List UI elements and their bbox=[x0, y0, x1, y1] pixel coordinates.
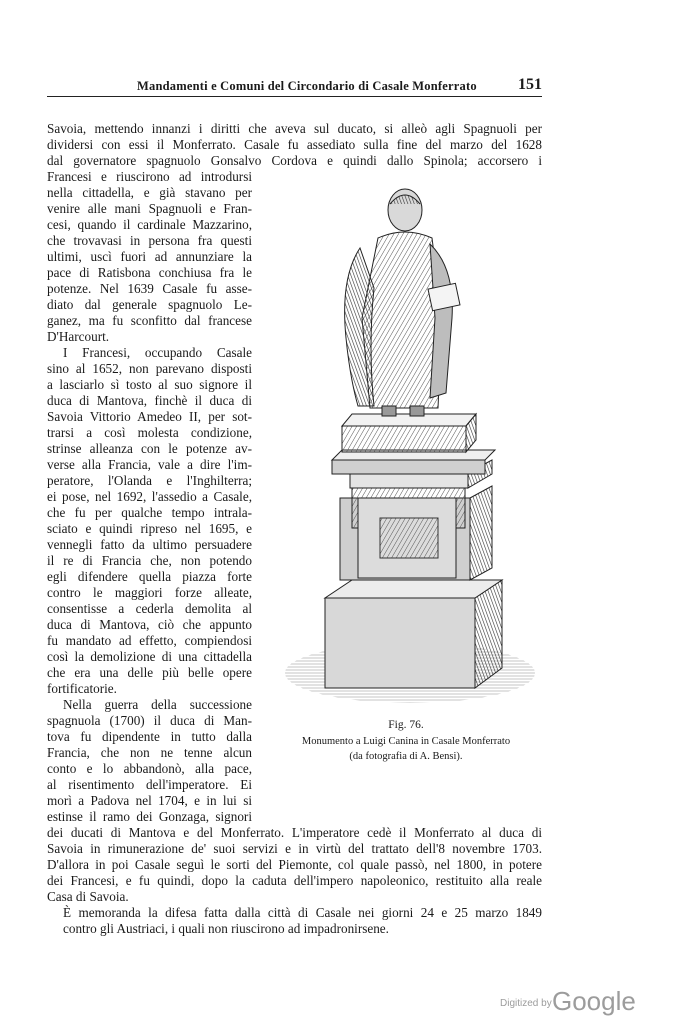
column-line: che era una delle più belle opere bbox=[47, 665, 252, 680]
column-line: venire alle mani Spagnuoli e Fran- bbox=[47, 201, 252, 216]
column-line: morì a Padova nel 1704, e in lui si bbox=[47, 793, 252, 808]
figure-credit: (da fotografia di A. Bensi). bbox=[349, 751, 463, 762]
column-line: al risentimento dell'imperatore. Ei bbox=[47, 777, 252, 792]
google-watermark bbox=[500, 986, 650, 1022]
figure-caption: Monumento a Luigi Canina in Casale Monferrato bbox=[301, 736, 511, 747]
column-line: fu mandato ad effetto, compiendosi bbox=[47, 633, 252, 648]
column-line: ei pose, nel 1692, l'assedio a Casale, bbox=[47, 489, 252, 504]
column-line: consentisse a cederla demolita al bbox=[47, 601, 252, 616]
body-line: dei Francesi, e fu quindi, dopo la caduta dell'impero napoleonico, restituito alla reale bbox=[47, 873, 542, 888]
column-line: trarsi a così molesta condizione, bbox=[47, 425, 252, 440]
running-title: Mandamenti e Comuni del Circondario di Casale Monferrato bbox=[137, 79, 477, 93]
column-line: D'Harcourt. bbox=[47, 329, 110, 344]
column-line: duca di Mantova, finchè il duca di bbox=[47, 393, 252, 408]
column-line: contro le maggiori forze alleate, bbox=[47, 585, 252, 600]
column-line: così la demolizione di una cittadella bbox=[47, 649, 252, 664]
column-line: conto e lo abbandonò, alla pace, bbox=[47, 761, 252, 776]
column-line: a lasciarlo sì tosto al suo signore il bbox=[47, 377, 252, 392]
column-line: duca di Mantova, ciò che appunto bbox=[47, 617, 252, 632]
column-line: che fu per qualche tempo intrala- bbox=[47, 505, 252, 520]
column-line: che trovavasi in persona fra questi bbox=[47, 233, 252, 248]
body-line: Savoia in rimunerazione de' suoi servizi e in virtù del trattato dell'8 novembre 1703. bbox=[47, 841, 542, 856]
column-line: sino al 1652, non parevano disposti bbox=[47, 361, 252, 376]
watermark-brand: Google bbox=[552, 986, 636, 1016]
column-line: verse alla Francia, vale a dire l'im- bbox=[47, 457, 252, 472]
column-line: fortificatorie. bbox=[47, 681, 117, 696]
column-line: potenze. Nel 1639 Casale fu asse- bbox=[47, 281, 252, 296]
page-number: 151 bbox=[518, 76, 542, 93]
column-line: diato dal generale spagnuolo Le- bbox=[47, 297, 252, 312]
watermark-prefix: Digitized by bbox=[500, 998, 552, 1009]
column-line: nella cittadella, e già stavano per bbox=[47, 185, 252, 200]
body-line: dei ducati di Mantova e del Monferrato. L'imperatore cedè il Monferrato al duca di bbox=[47, 825, 542, 840]
body-line: D'allora in poi Casale seguì le sorti del Piemonte, col quale passò, nel 1800, in potere bbox=[47, 857, 542, 872]
column-line: tova fu dipendente in tutto dalla bbox=[47, 729, 252, 744]
column-line: pace di Ratisbona conchiusa fra le bbox=[47, 265, 252, 280]
column-line: peratore, l'Olanda e l'Inghilterra; bbox=[47, 473, 252, 488]
monument-engraving bbox=[270, 168, 542, 708]
body-line: dividersi con essi il Monferrato. Casale fu assediato sulla fine del marzo del 1628 bbox=[47, 137, 542, 152]
column-line: sciato e quindi ripreso nel 1695, e bbox=[47, 521, 252, 536]
figure-number: Fig. 76. bbox=[388, 719, 424, 731]
column-line: cesi, quando il cardinale Mazzarino, bbox=[47, 217, 252, 232]
column-line: egli difendere quella piazza forte bbox=[47, 569, 252, 584]
column-line: strinse alleanza con le potenze av- bbox=[47, 441, 252, 456]
column-line: vennegli fatto da ultimo persuadere bbox=[47, 537, 252, 552]
column-line: Nella guerra della successione bbox=[63, 697, 252, 712]
column-line: I Francesi, occupando Casale bbox=[63, 345, 252, 360]
column-line: ultimi, uscì fuori ad annunziare la bbox=[47, 249, 252, 264]
header-rule bbox=[47, 96, 542, 97]
column-line: Francesi e riuscirono ad introdursi bbox=[47, 169, 252, 184]
running-header bbox=[47, 76, 542, 98]
body-line: Casa di Savoia. bbox=[47, 889, 129, 904]
column-line: estinse il ramo dei Gonzaga, signori bbox=[47, 809, 252, 824]
column-line: spagnuola (1700) il duca di Man- bbox=[47, 713, 252, 728]
column-line: il re di Francia che, non potendo bbox=[47, 553, 252, 568]
body-line: contro gli Austriaci, i quali non riuscirono ad impadronirsene. bbox=[63, 921, 389, 936]
body-line: Savoia, mettendo innanzi i diritti che aveva sul ducato, si alleò agli Spagnuoli per bbox=[47, 121, 542, 136]
body-line: dal governatore spagnuolo Gonsalvo Cordova e quindi dallo Spinola; accorsero i bbox=[47, 153, 542, 168]
column-line: ganez, ma fu sconfitto dal francese bbox=[47, 313, 252, 328]
column-line: Savoia Vittorio Amedeo II, per sot- bbox=[47, 409, 252, 424]
body-line: È memoranda la difesa fatta dalla città di Casale nei giorni 24 e 25 marzo 1849 bbox=[63, 905, 542, 920]
column-line: Francia, che non ne tenne alcun bbox=[47, 745, 252, 760]
